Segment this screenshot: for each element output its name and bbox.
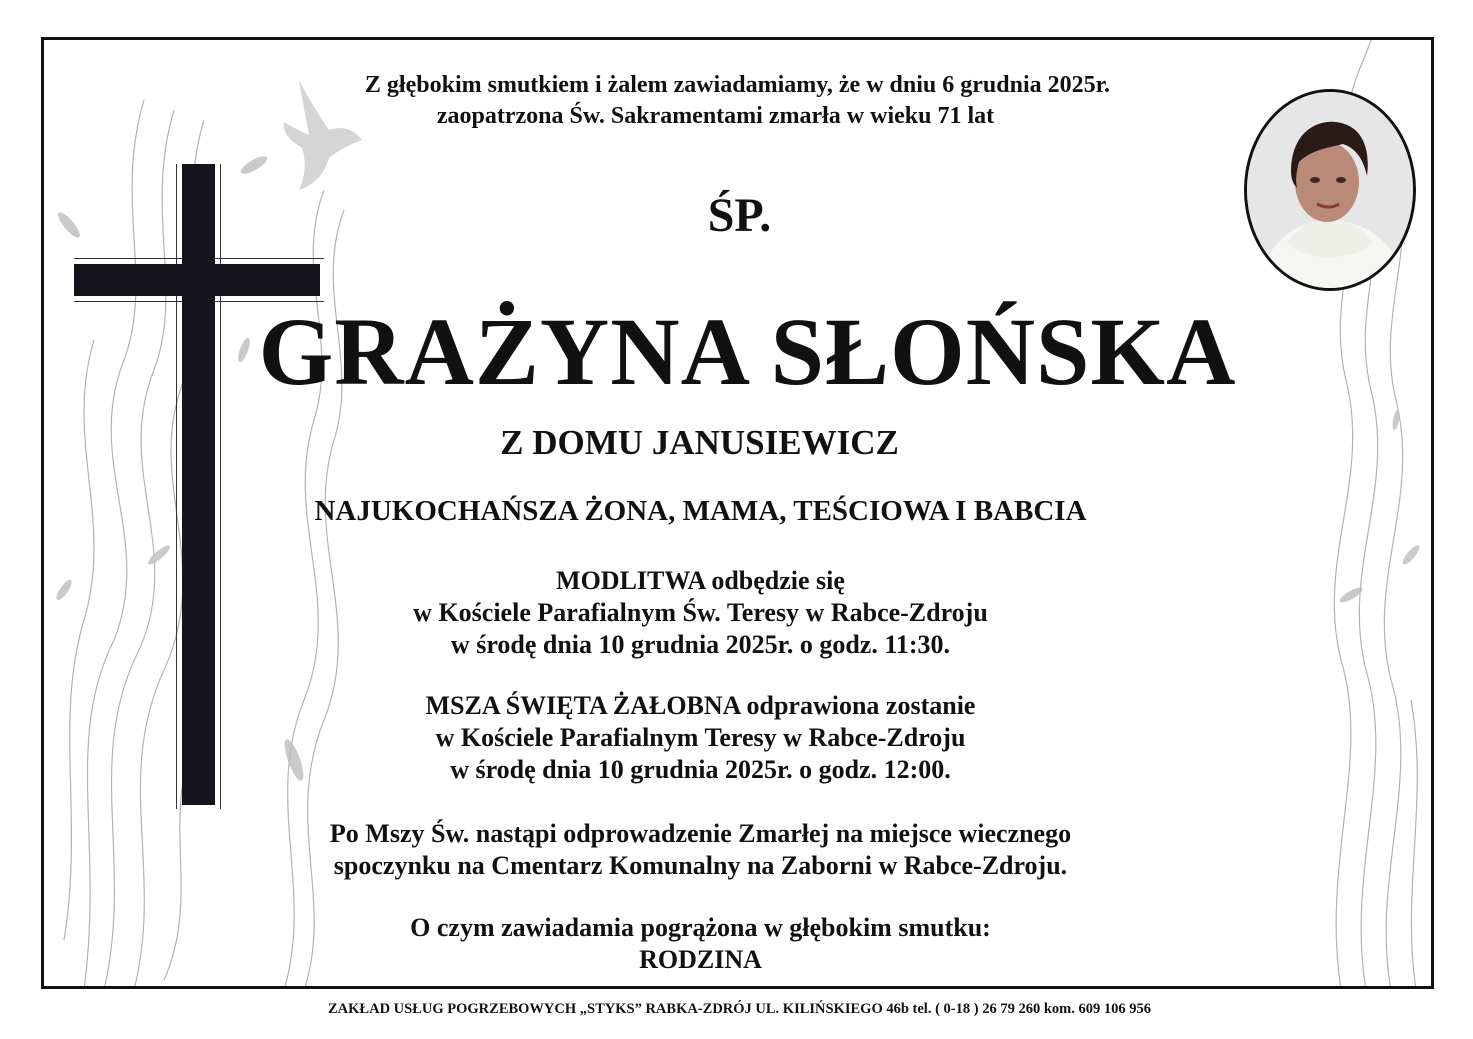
mass-line-1: MSZA ŚWIĘTA ŻAŁOBNA odprawiona zostanie (425, 691, 976, 720)
mass-line-3: w środę dnia 10 grudnia 2025r. o godz. 12:00. (450, 755, 951, 784)
mass-line-2: w Kościele Parafialnym Teresy w Rabce-Zdroju (435, 723, 966, 752)
prayer-info (4, 565, 1397, 661)
burial-line-1: Po Mszy Św. nastąpi odprowadzenie Zmarłej na miejsce wiecznego (329, 819, 1072, 848)
funeral-home-footer: ZAKŁAD USŁUG POGRZEBOWYCH „STYKS” RABKA-ZDRÓJ UL. KILIŃSKIEGO 46b tel. ( 0-18 ) 26 79 260 kom. 609 106 956 (328, 1001, 1151, 1017)
mass-info (4, 690, 1397, 786)
prayer-line-2: w Kościele Parafialnym Św. Teresy w Rabce-Zdroju (413, 598, 988, 627)
burial-line-2: spoczynku na Cmentarz Komunalny na Zaborni w Rabce-Zdroju. (333, 851, 1068, 880)
deceased-name: GRAŻYNA SŁOŃSKA (258, 298, 1237, 405)
intro-line-1: Z głębokim smutkiem i żalem zawiadamiamy, że w dniu 6 grudnia 2025r. (364, 72, 1111, 98)
closing-line-1: O czym zawiadamia pogrążona w głębokim smutku: (410, 913, 991, 942)
closing-signature: RODZINA (639, 945, 762, 974)
prayer-line-3: w środę dnia 10 grudnia 2025r. o godz. 11:30. (450, 630, 951, 659)
honorific: ŚP. (707, 189, 772, 242)
burial-info (4, 818, 1397, 882)
closing-info (4, 912, 1397, 976)
maiden-name: Z DOMU JANUSIEWICZ (500, 423, 899, 462)
prayer-line-1: MODLITWA odbędzie się (556, 566, 845, 595)
family-roles: NAJUKOCHAŃSZA ŻONA, MAMA, TEŚCIOWA I BABCIA (314, 495, 1087, 527)
intro-text (41, 70, 1434, 132)
intro-line-2: zaopatrzona Św. Sakramentami zmarła w wieku 71 lat (436, 103, 995, 129)
